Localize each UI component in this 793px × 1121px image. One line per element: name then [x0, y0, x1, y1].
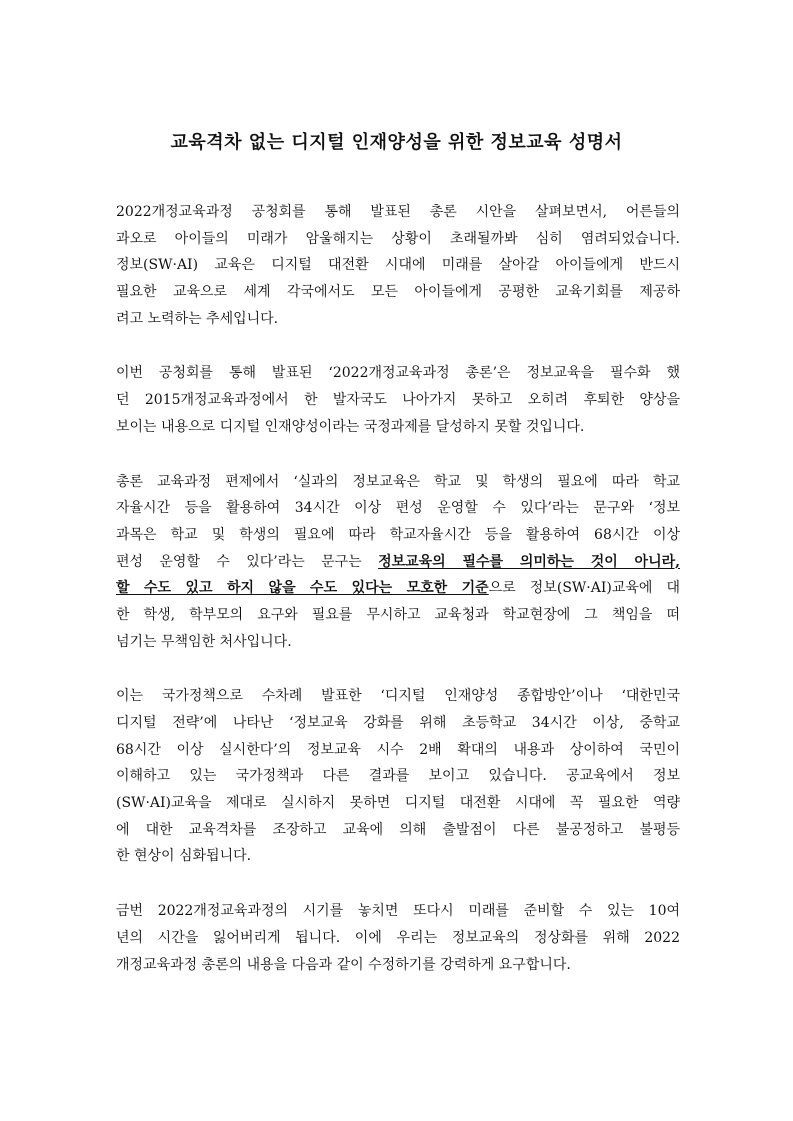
- text-line: 필요한 교육으로 세계 각국에서도 모든 아이들에게 공평한 교육기회를 제공하: [116, 284, 680, 301]
- text-line: 자율시간 등을 활용하여 34시간 이상 편성 운영할 수 있다’라는 문구와 ‘정보: [116, 500, 680, 517]
- text-line: 보이는 내용으로 디지털 인재양성이라는 국정과제를 달성하지 못할 것입니다.: [116, 418, 585, 435]
- text-line: 이해하고 있는 국가정책과 다른 결과를 보이고 있습니다. 공교육에서 정보: [116, 768, 680, 785]
- text-line: 이번 공청회를 통해 발표된 ‘2022개정교육과정 총론’은 정보교육을 필수화 했: [116, 365, 680, 382]
- text-line: 한 학생, 학부모의 요구와 필요를 무시하고 교육청과 학교현장에 그 책임을 떠: [116, 606, 680, 623]
- text-line: 총론 교육과정 편제에서 ‘실과의 정보교육은 학교 및 학생의 필요에 따라 학교: [116, 473, 680, 490]
- text-line: (SW·AI)교육을 제대로 실시하지 못하면 디지털 대전환 시대에 꼭 필요한 역량: [116, 795, 680, 812]
- text-line: 과오로 아이들의 미래가 암울해지는 상황이 초래될까봐 심히 염려되었습니다.: [116, 230, 680, 247]
- paragraph-demand: [116, 898, 680, 978]
- text-line: 정보(SW·AI) 교육은 디지털 대전환 시대에 미래를 살아갈 아이들에게 반드시: [116, 257, 680, 274]
- text-line: 디지털 전략’에 나타난 ‘정보교육 강화를 위해 초등학교 34시간 이상, 중학교: [116, 715, 680, 731]
- paragraph-policy: [116, 683, 680, 870]
- text-line: 넘기는 무책임한 처사입니다.: [116, 633, 292, 650]
- text-line: 년의 시간을 잃어버리게 됩니다. 이에 우리는 정보교육의 정상화를 위해 2022: [116, 929, 680, 946]
- text-segment: 으로 정보(SW·AI)교육에 대: [488, 580, 680, 597]
- text-line: [116, 575, 680, 602]
- text-line: 개정교육과정 총론의 내용을 다음과 같이 수정하기를 강력하게 요구합니다.: [116, 956, 571, 973]
- document-title: 교육격차 없는 디지털 인재양성을 위한 정보교육 성명서: [170, 132, 623, 153]
- text-line: 한 현상이 심화됩니다.: [116, 848, 252, 865]
- paragraph-hearing: [116, 360, 680, 440]
- text-segment: 편성 운영할 수 있다’라는 문구는: [116, 553, 379, 570]
- text-line: 금번 2022개정교육과정의 시기를 놓치면 또다시 미래를 준비할 수 있는 10여: [116, 903, 680, 920]
- text-line: 려고 노력하는 추세입니다.: [116, 310, 279, 327]
- text-line: 과목은 학교 및 학생의 필요에 따라 학교자율시간 등을 활용하여 68시간 이상: [116, 526, 680, 543]
- text-line: 던 2015개정교육과정에서 한 발자국도 나아가지 못하고 오히려 후퇴한 양상을: [116, 392, 680, 409]
- text-line: 에 대한 교육격차를 조장하고 교육에 의해 출발점이 다른 불공정하고 불평등: [116, 821, 680, 838]
- document-body: [116, 199, 680, 1006]
- text-line: 68시간 이상 실시한다’의 정보교육 시수 2배 확대의 내용과 상이하여 국민이: [116, 741, 680, 758]
- text-line: 2022개정교육과정 공청회를 통해 발표된 총론 시안을 살펴보면서, 어른들의: [116, 204, 680, 220]
- emphasized-text: 할 수도 있고 하지 않을 수도 있다는 모호한 기준: [116, 580, 489, 597]
- text-line: [116, 549, 680, 576]
- paragraph-curriculum: [116, 469, 680, 656]
- emphasized-text: 정보교육의 필수를 의미하는 것이 아니라,: [378, 553, 680, 570]
- paragraph-intro: [116, 199, 680, 332]
- text-line: 이는 국가정책으로 수차례 발표한 ‘디지털 인재양성 종합방안’이나 ‘대한민국: [116, 688, 680, 705]
